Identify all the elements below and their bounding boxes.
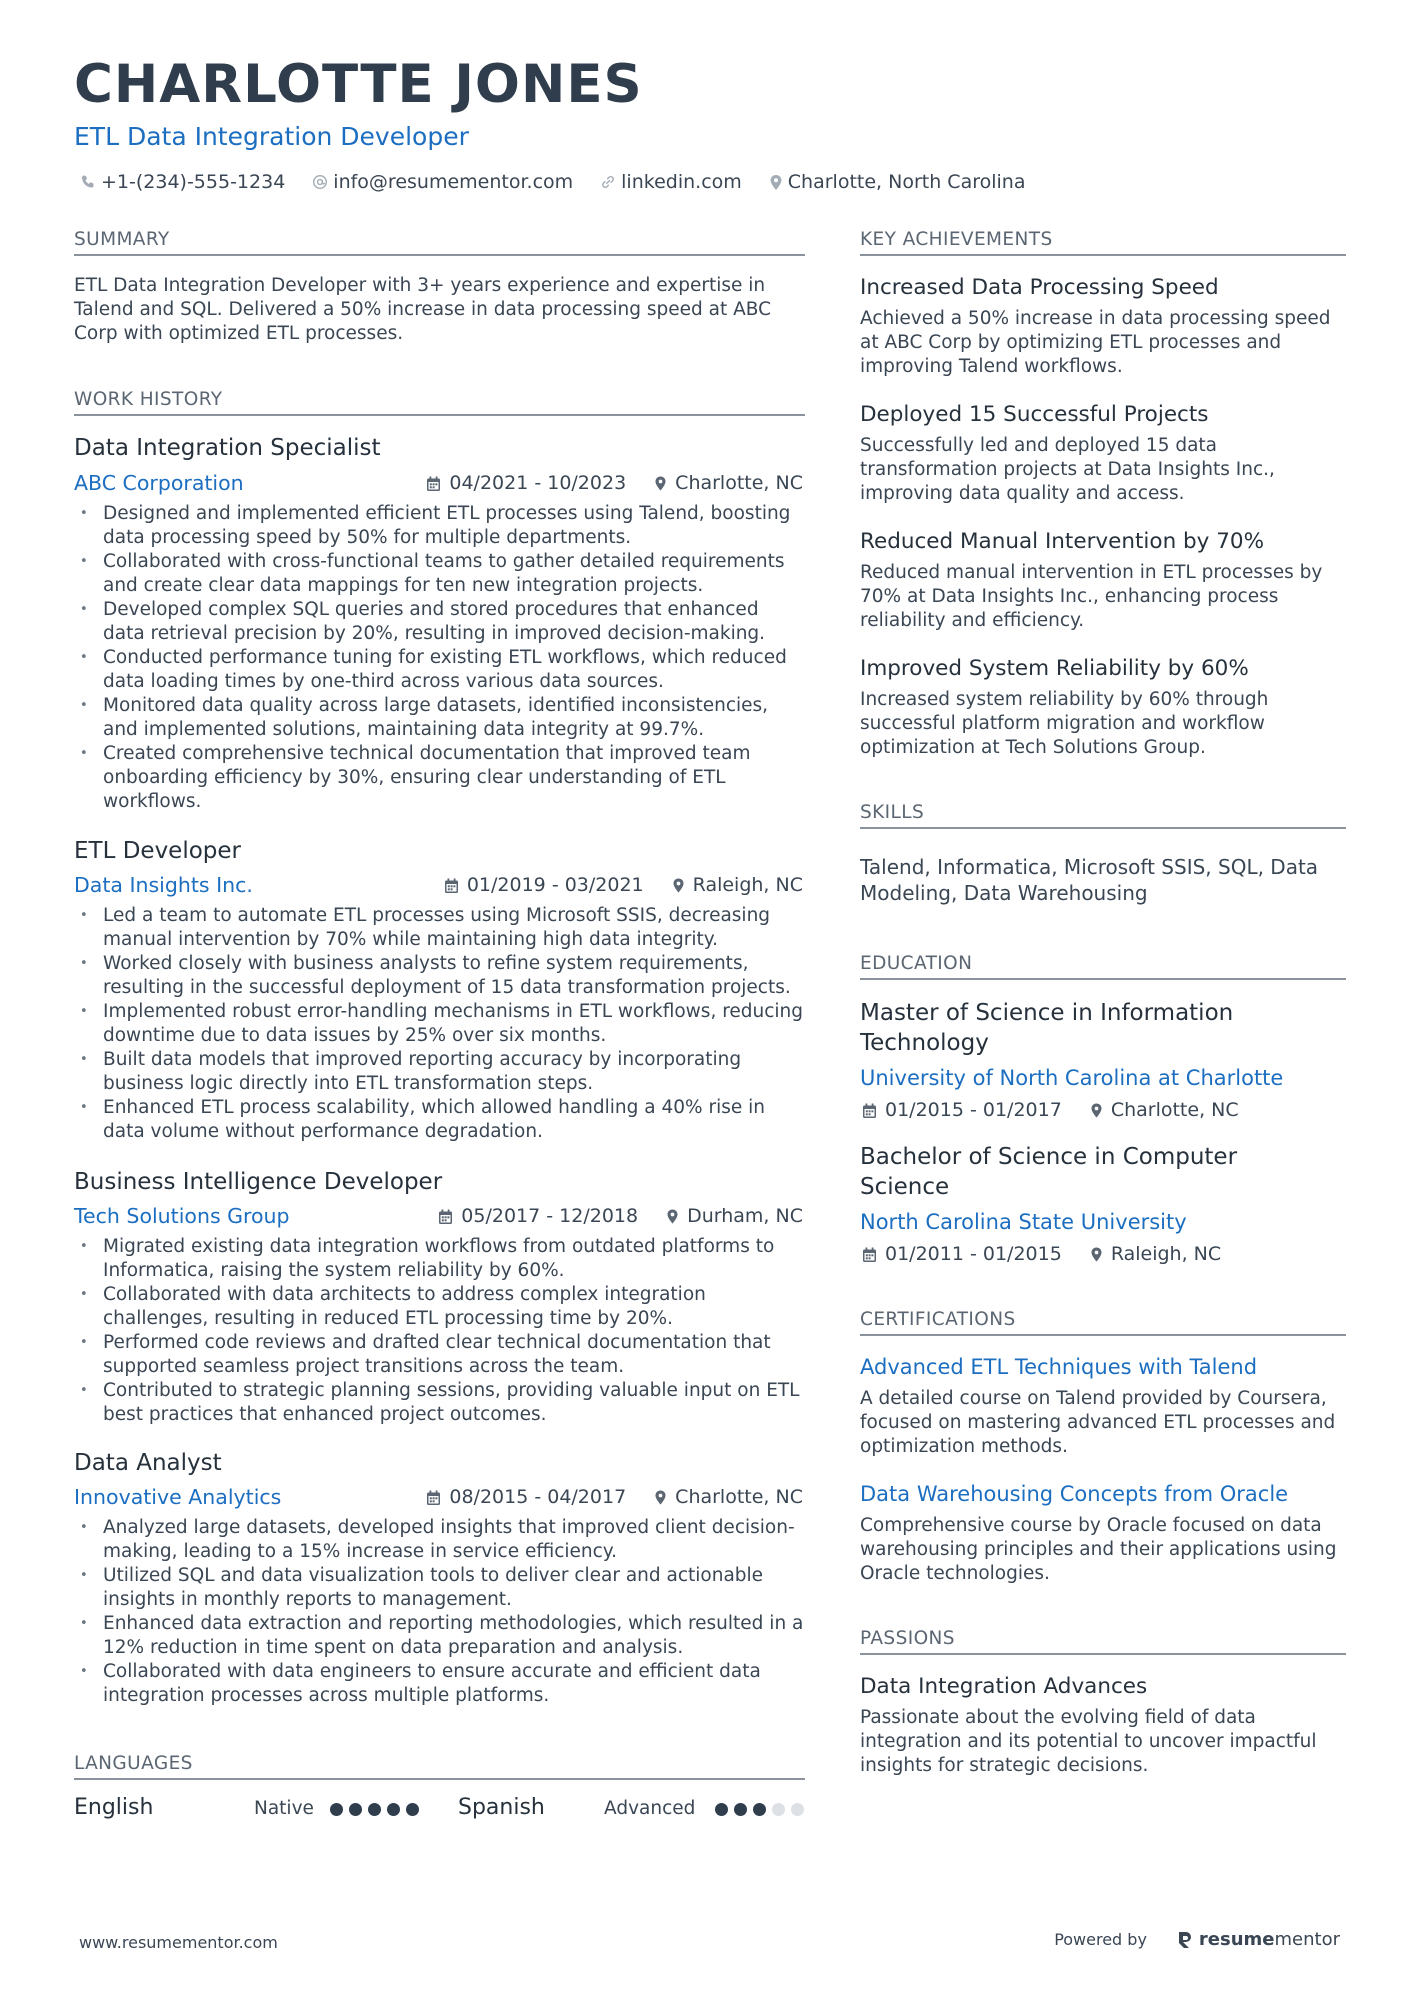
job-bullets bbox=[74, 1235, 804, 1427]
job-location-text: Raleigh, NC bbox=[692, 874, 803, 896]
contact-phone-text: +1-(234)-555-1234 bbox=[101, 171, 286, 193]
languages-heading: LANGUAGES bbox=[74, 1753, 193, 1774]
education-degree: Bachelor of Science in Computer Science bbox=[860, 1144, 1238, 1200]
education-dates bbox=[862, 1245, 1062, 1264]
job-dates bbox=[444, 876, 644, 895]
job-location-text: Durham, NC bbox=[687, 1205, 803, 1227]
calendar-icon bbox=[444, 878, 459, 894]
job-bullet: • Collaborated with data architects to address complex integration challenges, resulting in reduced ETL processing time by 20%. bbox=[74, 1283, 804, 1331]
job-title: Data Analyst bbox=[74, 1450, 222, 1476]
education-school: North Carolina State University bbox=[860, 1210, 1187, 1234]
achievements-divider bbox=[860, 254, 1346, 256]
rating-dot-filled bbox=[715, 1803, 728, 1816]
job-bullet: • Worked closely with business analysts to refine system requirements, resulting in the successful deployment of 15 data transformation projects. bbox=[74, 952, 804, 1000]
rating-dot-filled bbox=[368, 1803, 381, 1816]
rating-dot-empty bbox=[772, 1803, 785, 1816]
job-location bbox=[672, 876, 803, 895]
job-bullet: • Monitored data quality across large datasets, identified inconsistencies, and implemented solutions, maintaining data integrity at 99.7%. bbox=[74, 694, 804, 742]
education-location bbox=[1090, 1101, 1239, 1120]
certification-title: Data Warehousing Concepts from Oracle bbox=[860, 1482, 1289, 1506]
job-company: Innovative Analytics bbox=[74, 1485, 282, 1509]
location-pin-icon bbox=[672, 877, 685, 894]
language-name: English bbox=[74, 1795, 154, 1820]
calendar-icon bbox=[426, 476, 441, 492]
job-dates bbox=[426, 1488, 626, 1507]
education-location-text: Raleigh, NC bbox=[1110, 1243, 1222, 1265]
job-bullet: • Led a team to automate ETL processes using Microsoft SSIS, decreasing manual intervention by 70% while maintaining high data integrity. bbox=[74, 904, 804, 952]
job-bullet: • Collaborated with cross-functional teams to gather detailed requirements and create clear data mappings for ten new integration projects. bbox=[74, 550, 804, 598]
contact-bar bbox=[80, 170, 1052, 194]
education-dates bbox=[862, 1101, 1062, 1120]
languages-row bbox=[74, 1796, 804, 1826]
education-meta bbox=[862, 1101, 1239, 1120]
work-history-heading: WORK HISTORY bbox=[74, 389, 223, 410]
certifications-heading: CERTIFICATIONS bbox=[860, 1309, 1016, 1330]
phone-icon bbox=[80, 174, 96, 190]
job-meta bbox=[438, 1207, 803, 1226]
summary-heading: SUMMARY bbox=[74, 229, 170, 250]
languages-divider bbox=[74, 1778, 805, 1780]
job-meta bbox=[426, 474, 803, 493]
contact-location bbox=[769, 171, 1026, 193]
achievement-desc: Successfully led and deployed 15 data transformation projects at Data Insights Inc., improving data quality and access. bbox=[860, 435, 1275, 504]
job-location bbox=[654, 1488, 803, 1507]
language-rating bbox=[715, 1803, 810, 1816]
job-company: Tech Solutions Group bbox=[74, 1204, 290, 1228]
job-bullets bbox=[74, 1516, 804, 1708]
contact-linkedin[interactable] bbox=[600, 171, 742, 193]
achievements-heading: KEY ACHIEVEMENTS bbox=[860, 229, 1053, 250]
education-school: University of North Carolina at Charlotte bbox=[860, 1066, 1284, 1090]
achievement-desc: Reduced manual intervention in ETL processes by 70% at Data Insights Inc., enhancing process reliability and efficiency. bbox=[860, 562, 1323, 631]
rating-dot-filled bbox=[349, 1803, 362, 1816]
calendar-icon bbox=[438, 1209, 453, 1225]
contact-location-text: Charlotte, North Carolina bbox=[787, 171, 1026, 193]
rating-dot-filled bbox=[734, 1803, 747, 1816]
job-title: Data Integration Specialist bbox=[74, 435, 381, 461]
job-bullet: • Developed complex SQL queries and stored procedures that enhanced data retrieval precision by 20%, resulting in improved decision-making. bbox=[74, 598, 804, 646]
job-bullet: • Implemented robust error-handling mechanisms in ETL workflows, reducing downtime due to data issues by 25% over six months. bbox=[74, 1000, 804, 1048]
job-company: Data Insights Inc. bbox=[74, 873, 253, 897]
rating-dot-filled bbox=[387, 1803, 400, 1816]
rating-dot-filled bbox=[406, 1803, 419, 1816]
candidate-name: CHARLOTTE JONES bbox=[74, 54, 643, 115]
location-pin-icon bbox=[769, 174, 783, 191]
job-bullet: • Enhanced data extraction and reporting methodologies, which resulted in a 12% reduction in time spent on data preparation and analysis. bbox=[74, 1612, 804, 1660]
location-pin-icon bbox=[1090, 1102, 1103, 1119]
job-dates bbox=[426, 474, 626, 493]
job-bullet: • Created comprehensive technical documentation that improved team onboarding efficiency by 30%, ensuring clear understanding of ETL workflows. bbox=[74, 742, 804, 814]
job-bullet: • Built data models that improved reporting accuracy by incorporating business logic directly into ETL transformation steps. bbox=[74, 1048, 804, 1096]
job-dates bbox=[438, 1207, 638, 1226]
job-bullet: • Migrated existing data integration workflows from outdated platforms to Informatica, raising the system reliability by 60%. bbox=[74, 1235, 804, 1283]
job-bullet: • Performed code reviews and drafted clear technical documentation that supported seamless project transitions across the team. bbox=[74, 1331, 804, 1379]
skills-heading: SKILLS bbox=[860, 802, 925, 823]
brand-mark-icon bbox=[1177, 1930, 1193, 1950]
brand-logo[interactable] bbox=[1177, 1929, 1340, 1950]
rating-dot-empty bbox=[791, 1803, 804, 1816]
footer-branding bbox=[1054, 1929, 1340, 1950]
achievement-title: Increased Data Processing Speed bbox=[860, 275, 1219, 300]
certification-title: Advanced ETL Techniques with Talend bbox=[860, 1355, 1258, 1379]
at-icon bbox=[312, 174, 328, 190]
job-meta bbox=[444, 876, 803, 895]
rating-dot-filled bbox=[753, 1803, 766, 1816]
education-location-text: Charlotte, NC bbox=[1110, 1099, 1239, 1121]
contact-email[interactable] bbox=[312, 171, 573, 193]
language-name: Spanish bbox=[458, 1795, 545, 1820]
job-location-text: Charlotte, NC bbox=[675, 472, 803, 494]
passion-title: Data Integration Advances bbox=[860, 1674, 1148, 1699]
job-bullets bbox=[74, 904, 804, 1144]
job-title: Business Intelligence Developer bbox=[74, 1169, 443, 1195]
brand-name-part-1: resume bbox=[1198, 1929, 1275, 1950]
achievement-title: Deployed 15 Successful Projects bbox=[860, 402, 1209, 427]
job-bullet: • Contributed to strategic planning sessions, providing valuable input on ETL best practices that enhanced project outcomes. bbox=[74, 1379, 804, 1427]
job-title: ETL Developer bbox=[74, 838, 241, 864]
job-dates-text: 01/2019 - 03/2021 bbox=[466, 874, 644, 896]
passion-desc: Passionate about the evolving field of data integration and its potential to uncover impactful insights for strategic decisions. bbox=[860, 1707, 1317, 1776]
language-level: Advanced bbox=[604, 1798, 696, 1819]
job-bullet: • Analyzed large datasets, developed insights that improved client decision-making, leading to a 15% increase in service efficiency. bbox=[74, 1516, 804, 1564]
skills-divider bbox=[860, 827, 1346, 829]
job-bullet: • Designed and implemented efficient ETL processes using Talend, boosting data processing speed by 50% for multiple departments. bbox=[74, 502, 804, 550]
contact-linkedin-text: linkedin.com bbox=[621, 171, 742, 193]
language-rating bbox=[330, 1803, 425, 1816]
job-location bbox=[666, 1207, 803, 1226]
education-dates-text: 01/2015 - 01/2017 bbox=[885, 1099, 1062, 1121]
candidate-headline: ETL Data Integration Developer bbox=[74, 122, 469, 151]
summary-text: ETL Data Integration Developer with 3+ years experience and expertise in Talend and SQL. Delivered a 50% increase in data processing speed at ABC Corp with optimized ETL processes. bbox=[74, 275, 772, 344]
job-dates-text: 04/2021 - 10/2023 bbox=[449, 472, 627, 494]
achievement-desc: Achieved a 50% increase in data processing speed at ABC Corp by optimizing ETL processes and improving Talend workflows. bbox=[860, 308, 1331, 377]
education-heading: EDUCATION bbox=[860, 953, 973, 974]
achievement-title: Reduced Manual Intervention by 70% bbox=[860, 529, 1265, 554]
certification-desc: Comprehensive course by Oracle focused on data warehousing principles and their applications using Oracle technologies. bbox=[860, 1515, 1337, 1584]
certification-desc: A detailed course on Talend provided by Coursera, focused on mastering advanced ETL processes and optimization methods. bbox=[860, 1388, 1336, 1457]
calendar-icon bbox=[426, 1490, 441, 1506]
passions-divider bbox=[860, 1653, 1346, 1655]
job-bullet: • Collaborated with data engineers to ensure accurate and efficient data integration processes across multiple platforms. bbox=[74, 1660, 804, 1708]
job-bullet: • Enhanced ETL process scalability, which allowed handling a 40% rise in data volume without performance degradation. bbox=[74, 1096, 804, 1144]
location-pin-icon bbox=[654, 1489, 667, 1506]
passions-heading: PASSIONS bbox=[860, 1628, 955, 1649]
location-pin-icon bbox=[666, 1208, 679, 1225]
job-location bbox=[654, 474, 803, 493]
brand-name-part-2: mentor bbox=[1274, 1929, 1340, 1950]
achievement-desc: Increased system reliability by 60% through successful platform migration and workflow optimization at Tech Solutions Group. bbox=[860, 689, 1269, 758]
education-degree: Master of Science in Information Technology bbox=[860, 1000, 1234, 1056]
job-bullets bbox=[74, 502, 804, 814]
location-pin-icon bbox=[1090, 1246, 1103, 1263]
link-icon bbox=[600, 174, 616, 190]
location-pin-icon bbox=[654, 475, 667, 492]
job-bullet: • Utilized SQL and data visualization tools to deliver clear and actionable insights in monthly reports to management. bbox=[74, 1564, 804, 1612]
job-meta bbox=[426, 1488, 803, 1507]
calendar-icon bbox=[862, 1103, 877, 1119]
language-level: Native bbox=[254, 1798, 314, 1819]
contact-phone[interactable] bbox=[80, 171, 285, 193]
rating-dot-filled bbox=[330, 1803, 343, 1816]
achievement-title: Improved System Reliability by 60% bbox=[860, 656, 1249, 681]
job-bullet: • Conducted performance tuning for existing ETL workflows, which reduced data loading times by one-third across various data sources. bbox=[74, 646, 804, 694]
job-dates-text: 08/2015 - 04/2017 bbox=[449, 1486, 627, 1508]
education-location bbox=[1090, 1245, 1221, 1264]
work-history-divider bbox=[74, 414, 805, 416]
education-meta bbox=[862, 1245, 1221, 1264]
footer-website[interactable]: www.resumementor.com bbox=[79, 1933, 278, 1952]
powered-by-label: Powered by bbox=[1054, 1930, 1147, 1949]
contact-email-text: info@resumementor.com bbox=[333, 171, 574, 193]
calendar-icon bbox=[862, 1247, 877, 1263]
education-dates-text: 01/2011 - 01/2015 bbox=[885, 1243, 1062, 1265]
education-divider bbox=[860, 978, 1346, 980]
certifications-divider bbox=[860, 1334, 1346, 1336]
job-dates-text: 05/2017 - 12/2018 bbox=[461, 1205, 639, 1227]
summary-divider bbox=[74, 254, 805, 256]
job-location-text: Charlotte, NC bbox=[675, 1486, 803, 1508]
skills-text: Talend, Informatica, Microsoft SSIS, SQL, Data Modeling, Data Warehousing bbox=[860, 855, 1319, 905]
job-company: ABC Corporation bbox=[74, 471, 244, 495]
